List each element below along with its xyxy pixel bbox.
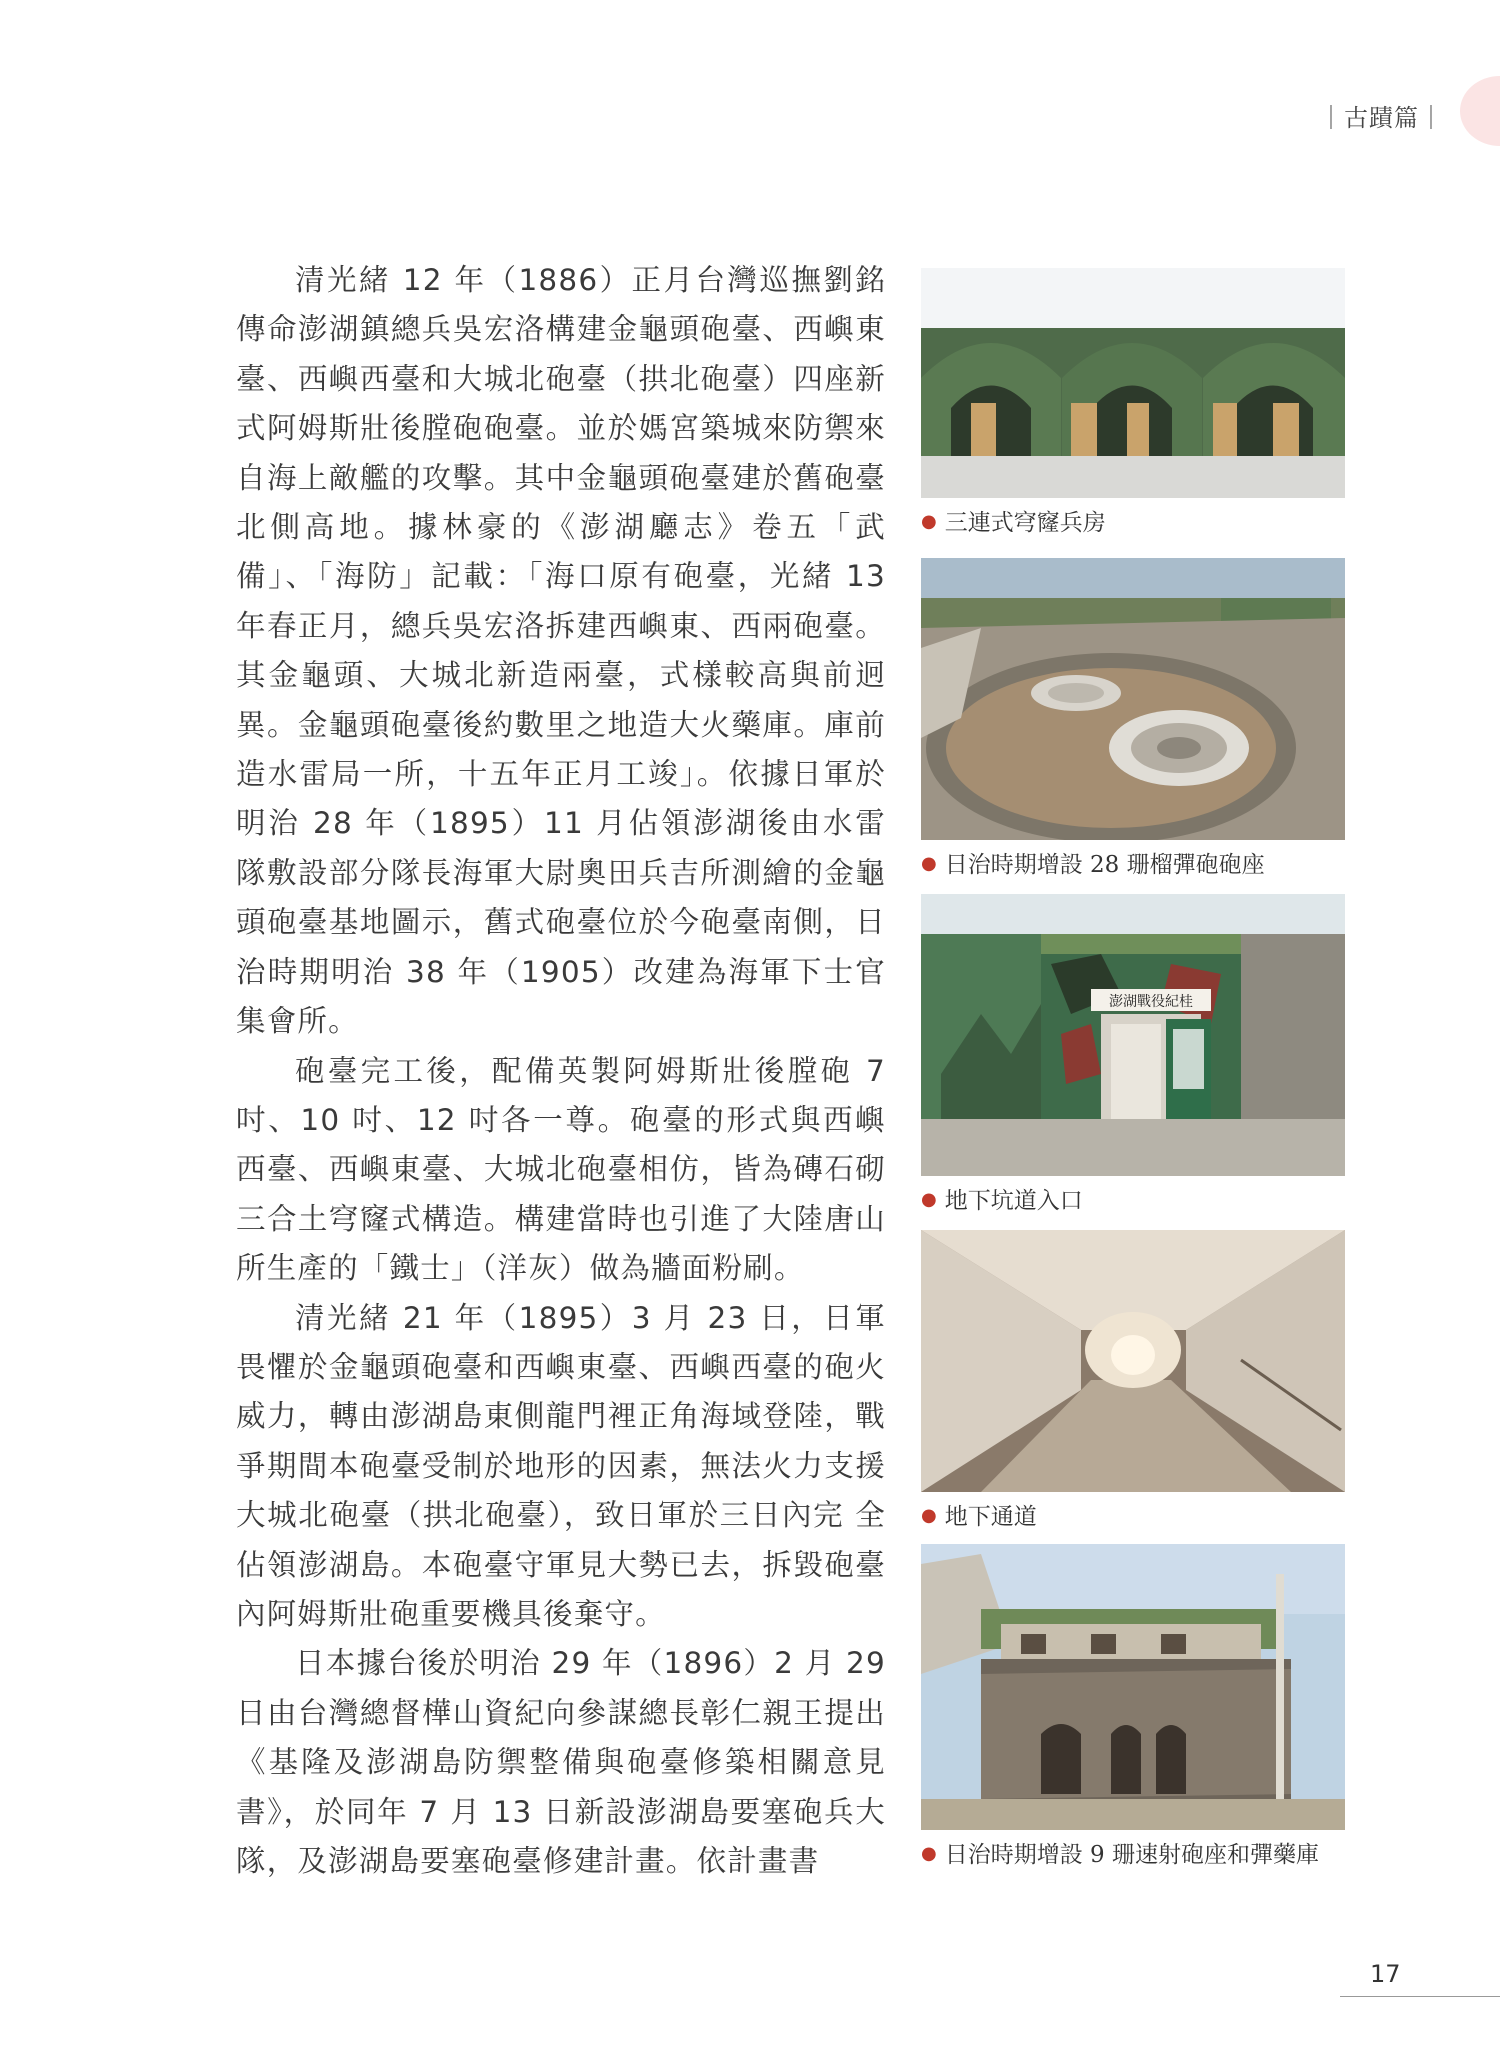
- page-number-rule: [1340, 1996, 1500, 1997]
- photo-underground-passage: [921, 1230, 1345, 1492]
- caption-bullet-icon: ●: [921, 511, 937, 532]
- photo-caption: ● 地下坑道入口: [921, 1188, 1083, 1214]
- caption-bullet-icon: ●: [921, 853, 937, 874]
- paragraph: 日本據台後於明治 29 年（1896）2 月 29 日由台灣總督樺山資紀向參謀總長彰仁親王提出《基隆及澎湖島防禦整備與砲臺修築相關意見書》，於同年 7 月 13 日新設澎湖島要塞砲兵大隊，及澎湖島要塞砲臺修建計畫。依計畫書: [236, 1646, 886, 1878]
- caption-bullet-icon: ●: [921, 1843, 937, 1864]
- paragraph: 清光緒 12 年（1886）正月台灣巡撫劉銘傳命澎湖鎮總兵吳宏洛構建金龜頭砲臺、西嶼東臺、西嶼西臺和大城北砲臺（拱北砲臺）四座新式阿姆斯壯後膛砲砲臺。並於媽宮築城來防禦來自海上敵艦的攻擊。其中金龜頭砲臺建於舊砲臺北側高地。據林豪的《澎湖廳志》卷五「武備」、「海防」記載：「海口原有砲臺，光緒 13 年春正月，總兵吳宏洛拆建西嶼東、西兩砲臺。其金龜頭、大城北新造兩臺，式樣較高與前迥異。金龜頭砲臺後約數里之地造大火藥庫。庫前造水雷局一所，十五年正月工竣」。依據日軍於明治 28 年（1895）11 月佔領澎湖後由水雷隊敷設部分隊長海軍大尉奧田兵吉所測繪的金龜頭砲臺基地圖示，舊式砲臺位於今砲臺南側，日治時期明治 38 年（1905）改建為海軍下士官集會所。: [236, 263, 886, 1039]
- photo-howitzer-emplacement: [921, 558, 1345, 840]
- photo-tunnel-entrance: [921, 894, 1345, 1176]
- page-number: 17: [1370, 1960, 1401, 1988]
- photo-caption: ● 日治時期增設 9 珊速射砲座和彈藥庫: [921, 1842, 1319, 1868]
- article-body: [236, 256, 886, 1886]
- paragraph: 清光緒 21 年（1895）3 月 23 日，日軍畏懼於金龜頭砲臺和西嶼東臺、西嶼西臺的砲火威力，轉由澎湖島東側龍門裡正角海域登陸，戰爭期間本砲臺受制於地形的因素，無法火力支援大城北砲臺（拱北砲臺），致日軍於三日內完 全佔領澎湖島。本砲臺守軍見大勢已去，拆毀砲臺內阿姆斯壯砲重要機具後棄守。: [236, 1300, 886, 1631]
- photo-gun-positions-magazine: [921, 1544, 1345, 1830]
- paragraph: 砲臺完工後，配備英製阿姆斯壯後膛砲 7 吋、10 吋、12 吋各一尊。砲臺的形式與西嶼西臺、西嶼東臺、大城北砲臺相仿，皆為磚石砌三合土穹窿式構造。構建當時也引進了大陸唐山所生產的「鐵士」（洋灰）做為牆面粉刷。: [236, 1053, 886, 1286]
- caption-bullet-icon: ●: [921, 1505, 937, 1526]
- photo-caption: ● 日治時期增設 28 珊榴彈砲砲座: [921, 852, 1265, 878]
- section-tab-decoration: [1460, 76, 1500, 146]
- tunnel-sign-text: 澎湖戰役紀桂: [1109, 994, 1193, 1010]
- photo-caption: ● 地下通道: [921, 1504, 1037, 1530]
- section-header: ｜古蹟篇｜: [1319, 104, 1444, 132]
- photo-caption: ● 三連式穹窿兵房: [921, 510, 1106, 536]
- photo-arched-barracks: [921, 268, 1345, 498]
- caption-bullet-icon: ●: [921, 1189, 937, 1210]
